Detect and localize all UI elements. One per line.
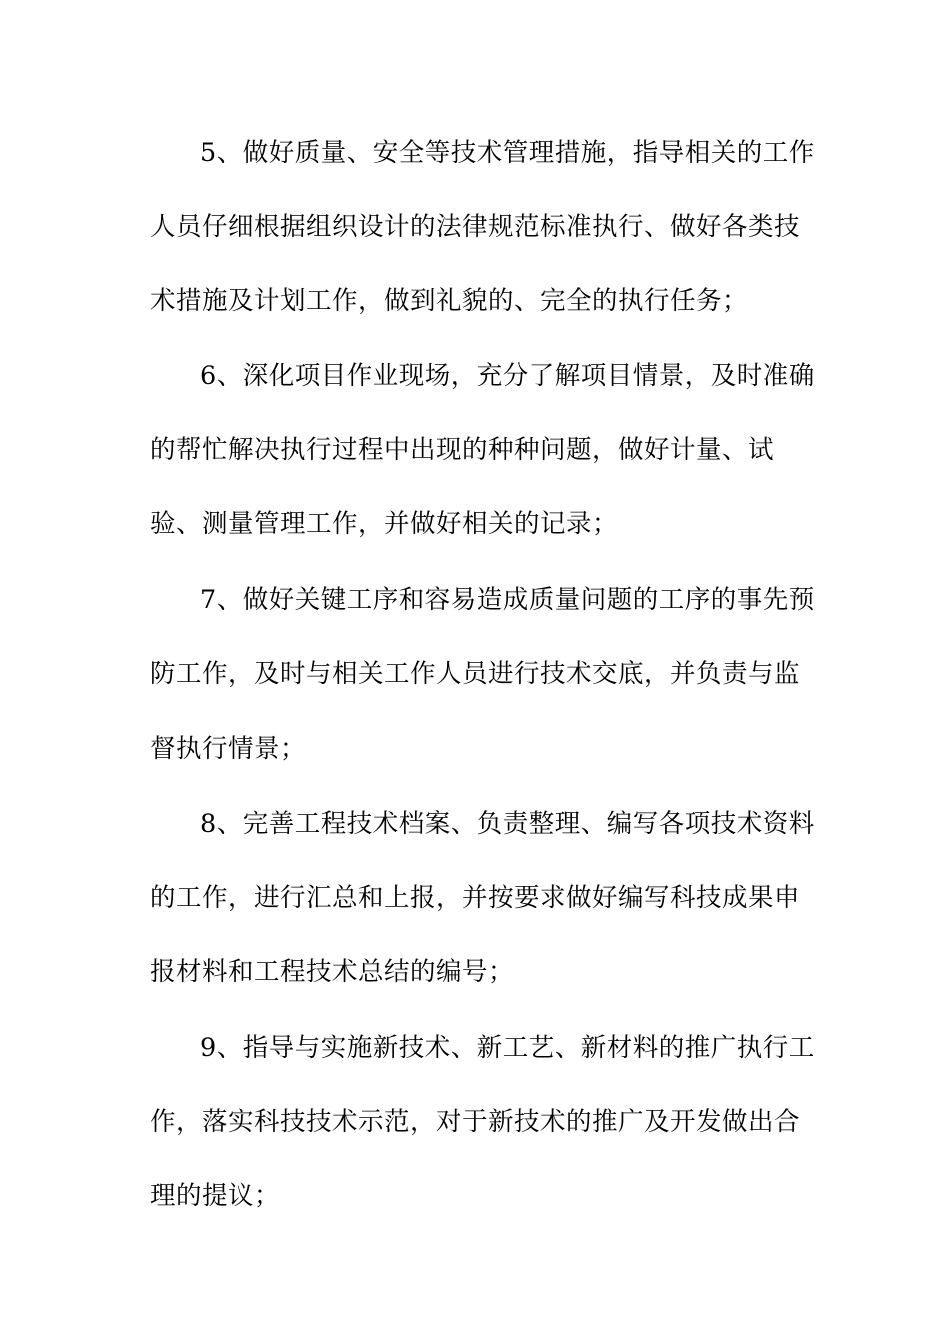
- paragraph-line: 督执行情景；: [150, 734, 307, 764]
- paragraph-line: 8、完善工程技术档案、负责整理、编写各项技术资料: [200, 809, 815, 839]
- paragraph-line: 验、测量管理工作，并做好相关的记录；: [150, 509, 619, 539]
- paragraph-line: 的工作，进行汇总和上报，并按要求做好编写科技成果申: [150, 883, 801, 913]
- paragraph-line: 理的提议；: [150, 1181, 281, 1211]
- paragraph-line: 9、指导与实施新技术、新工艺、新材料的推广执行工: [200, 1033, 815, 1063]
- paragraph-line: 的帮忙解决执行过程中出现的种种问题，做好计量、试: [150, 435, 775, 465]
- paragraph-line: 作，落实科技技术示范，对于新技术的推广及开发做出合: [150, 1107, 801, 1137]
- paragraph-line: 6、深化项目作业现场，充分了解项目情景，及时准确: [200, 361, 815, 391]
- paragraph-line: 人员仔细根据组织设计的法律规范标准执行、做好各类技: [150, 212, 801, 242]
- paragraph-line: 5、做好质量、安全等技术管理措施，指导相关的工作: [200, 138, 815, 168]
- paragraph-line: 报材料和工程技术总结的编号；: [150, 957, 515, 987]
- paragraph-line: 7、做好关键工序和容易造成质量问题的工序的事先预: [200, 585, 815, 615]
- paragraph-line: 术措施及计划工作，做到礼貌的、完全的执行任务；: [150, 286, 749, 316]
- paragraph-line: 防工作，及时与相关工作人员进行技术交底，并负责与监: [150, 659, 801, 689]
